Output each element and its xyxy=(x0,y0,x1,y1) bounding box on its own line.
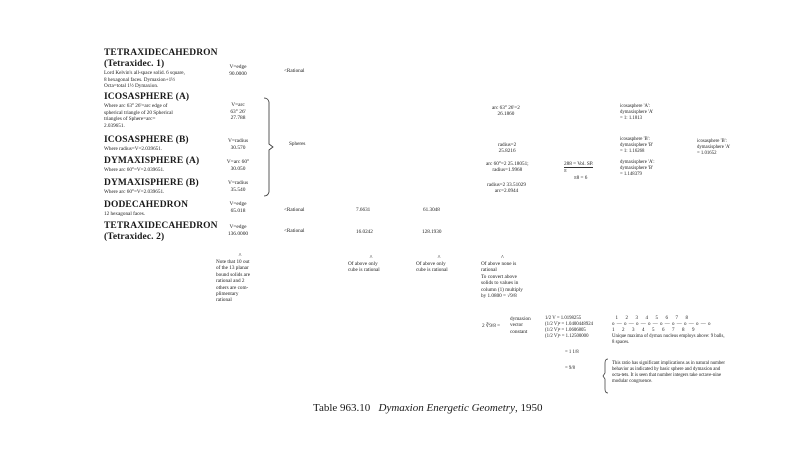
v-extra: 63° 26' xyxy=(230,108,246,115)
note-line: bound solids are xyxy=(216,271,251,278)
note-line: column (1) multiply xyxy=(481,286,523,293)
col4-icosa-a xyxy=(492,105,520,118)
v-value-tetrax1 xyxy=(222,64,254,77)
note-line: plimentary xyxy=(216,291,239,298)
ratio-4 xyxy=(697,139,730,157)
v-number: 136.0000 xyxy=(227,230,249,237)
formula-denominator: π xyxy=(564,168,567,175)
caret-icon: ^ xyxy=(501,255,504,261)
balls-caption: 8 spaces. xyxy=(612,340,630,345)
caret-icon: ^ xyxy=(238,253,242,259)
dymaxion-label: dymaxion xyxy=(510,316,531,322)
solid-icosasphere-b xyxy=(104,135,224,153)
note-line: rational and 2 xyxy=(216,278,245,285)
rational-label: <Rational xyxy=(284,207,305,213)
table-number: Table 963.10 xyxy=(313,402,371,414)
note-col3 xyxy=(416,255,462,274)
solid-desc: 12 hexagonal faces. xyxy=(104,211,146,217)
equation: (1/2 V)³ = 1.0606805 xyxy=(545,328,586,333)
v-label: V=arc xyxy=(231,102,245,108)
v-value-dymax-a xyxy=(222,159,254,172)
v-value-icosa-b xyxy=(222,138,254,151)
v-value-dymax-b xyxy=(222,180,254,193)
ratio-line: dymaxisphere 'A': xyxy=(620,160,655,165)
solid-desc: Where radius=V=2.039651. xyxy=(104,146,163,152)
ratio-3 xyxy=(620,160,655,178)
dymaxion-label: vector xyxy=(510,322,523,329)
ratio-line: icosasphere 'A': xyxy=(620,104,651,109)
solid-dodecahedron xyxy=(104,200,224,218)
ratio-line: = 1.01652 xyxy=(697,151,717,156)
v-value-tetrax2 xyxy=(222,224,254,237)
v-number: 30.050 xyxy=(230,165,246,172)
ratio-line: icosasphere 'B': xyxy=(697,139,727,144)
ratio-line: dymaxisphere 'B' xyxy=(620,143,654,148)
formula-line2: π8 = 6 xyxy=(574,174,588,181)
note-line: To convert above xyxy=(481,273,517,280)
note-line: Of above only xyxy=(348,261,378,267)
tetrax2-col3: 128.1930 xyxy=(422,229,442,235)
solid-name: ICOSASPHERE (A) xyxy=(104,92,190,102)
table-year: , 1950 xyxy=(514,402,543,414)
note-line: of the 13 planar xyxy=(216,265,249,272)
v-number: 90.0000 xyxy=(229,70,247,77)
solid-icosasphere-a xyxy=(104,92,224,129)
ratio-1 xyxy=(620,104,653,122)
note-planar-solids xyxy=(216,253,264,304)
solid-name: TETRAXIDECAHEDRON xyxy=(104,221,218,231)
v-label: V=radius xyxy=(227,138,249,144)
ratio-line: dymaxisphere 'A' xyxy=(697,145,731,150)
formula-numerator: 288 = Vol. SP. xyxy=(564,161,594,167)
solid-name: DODECAHEDRON xyxy=(104,200,189,210)
note-line: cube is rational xyxy=(348,267,380,274)
spheres-brace-icon xyxy=(262,96,276,200)
note-line: by 1.0800 = √9/8 xyxy=(481,293,517,300)
dymaxion-labels xyxy=(510,316,531,335)
ratio-line: dymaxisphere 'B' xyxy=(620,166,654,171)
col4-line: arc 60°=2 25.18051; xyxy=(486,161,529,167)
dymaxion-expression: 2 ∛9/8 = xyxy=(482,323,501,329)
note-col4 xyxy=(481,255,541,299)
v-number: 30.570 xyxy=(230,144,246,151)
equation: (1/2 V)⁶ = 1.12500000 xyxy=(545,334,589,339)
col4-line: arc=2.0944 xyxy=(494,188,519,195)
rational-label: <Rational xyxy=(284,68,305,74)
col4-line: radius=1.9968 xyxy=(492,167,523,174)
col4-dymax-b xyxy=(487,182,526,195)
caret-icon: ^ xyxy=(437,255,441,261)
balls-numbers: 1 2 3 4 5 6 7 8 9 xyxy=(612,328,695,333)
col4-line: 26.1860 xyxy=(497,111,515,118)
v-number: 35.540 xyxy=(230,186,246,193)
col4-line: arc 63° 26'=2 xyxy=(492,105,520,111)
v-label: V=radius xyxy=(227,180,249,186)
v-value-dodeca xyxy=(222,201,254,214)
v-number: 65.018 xyxy=(230,207,246,214)
balls-diagram xyxy=(612,316,725,346)
implication-brace-icon xyxy=(602,358,610,394)
solid-tetraxidecahedron-1 xyxy=(104,48,224,90)
note-line: solids to values in xyxy=(481,280,519,287)
solid-name: DYMAXISPHERE (A) xyxy=(104,156,200,166)
solid-desc: spherical triangle of 20 Spherical xyxy=(104,109,173,116)
v-label: V=edge xyxy=(229,201,247,207)
spheres-label: Spheres xyxy=(289,141,306,147)
ratio-2 xyxy=(620,137,653,155)
note-line: others are com- xyxy=(216,284,249,291)
col4-line: radius=2 xyxy=(498,142,517,148)
note-line: rational xyxy=(481,267,497,274)
solid-subname: (Tetraxidec. 1) xyxy=(104,59,165,69)
solid-tetraxidecahedron-2 xyxy=(104,221,224,243)
v-label: V=edge xyxy=(229,224,247,230)
solid-subname: (Tetraxidec. 2) xyxy=(104,232,165,242)
solid-name: TETRAXIDECAHEDRON xyxy=(104,48,218,58)
rational-label: <Rational xyxy=(284,228,305,234)
dymaxion-equations xyxy=(545,316,593,340)
v-label: V=edge xyxy=(229,64,247,70)
equation-9-8: = 9/8 xyxy=(565,366,576,371)
col4-dymax-a xyxy=(486,161,529,174)
col4-line: 25.8216 xyxy=(498,148,516,155)
solid-desc: Lord Kelvin's all-space solid. 6 square, xyxy=(104,70,185,76)
note-col2 xyxy=(348,255,394,274)
note-line: Of above only xyxy=(416,261,446,267)
note-line: cube is rational xyxy=(416,267,448,274)
implication-line: modular congruence. xyxy=(612,379,653,384)
ratio-line: = 1: 1.16268 xyxy=(620,149,645,154)
solid-desc: Where arc 60°=V=2.039651. xyxy=(104,167,165,173)
table-caption xyxy=(313,402,542,414)
implication-line: This ratio has significant implications as in natural number xyxy=(612,361,725,366)
col4-line: radius=2 33.51029 xyxy=(487,182,526,188)
v-number: 27.788 xyxy=(230,115,246,122)
dymaxion-label: constant xyxy=(510,328,528,335)
equation-1-1-8: = 1 1/8 xyxy=(565,350,579,355)
note-line: Note that 10 out xyxy=(216,259,250,265)
solid-desc: 8 hexagonal faces. Dymaxion+1½ xyxy=(104,76,176,83)
v-value-icosa-a xyxy=(222,102,254,122)
v-label: V=arc 60° xyxy=(226,159,250,165)
note-line: rational xyxy=(216,297,232,304)
balls-caption: Unique maxima of dymax nucleus employs above: 9 balls, xyxy=(612,334,725,339)
caret-icon: ^ xyxy=(369,255,373,261)
solid-desc: Octa=total 1½ Dymaxion. xyxy=(104,83,159,90)
table-title: Dymaxion Energetic Geometry xyxy=(378,402,515,414)
solid-dymaxisphere-a xyxy=(104,156,224,174)
balls-chain: o — o — o — o — o — o — o — o — o xyxy=(612,322,711,327)
solid-desc: Where arc 63° 26'=arc edge of xyxy=(104,103,168,109)
solid-desc: Where arc 60°=V=2.039651. xyxy=(104,189,165,195)
solid-desc: 2.039651. xyxy=(104,122,125,129)
tetrax2-col2: 16.0242 xyxy=(356,229,373,235)
ratio-line: = 1: 1.1813 xyxy=(620,116,643,121)
solid-name: ICOSASPHERE (B) xyxy=(104,135,189,145)
solid-dymaxisphere-b xyxy=(104,178,224,196)
balls-space-numbers: 1 2 3 4 5 6 7 8 xyxy=(612,316,689,321)
implication-line: behavior as indicated by basic sphere and dymaxion and xyxy=(612,367,721,372)
ratio-line: dymaxisphere 'A' xyxy=(620,110,654,115)
dodeca-col3: 61.3048 xyxy=(423,207,440,213)
implication-note xyxy=(612,361,782,385)
ratio-line: = 1.148379 xyxy=(620,172,642,177)
implication-line: octa-tets. It is seen that number integers take octave-nine xyxy=(612,373,722,378)
dodeca-col2: 7.6631 xyxy=(356,207,371,213)
ratio-line: icosasphere 'B': xyxy=(620,137,650,142)
volume-formula xyxy=(564,161,593,181)
equation: 1/2 V = 1.0198255 xyxy=(545,316,582,321)
note-line: Of above none is xyxy=(481,261,517,267)
solid-name: DYMAXISPHERE (B) xyxy=(104,178,199,188)
solid-desc: triangles of Sphere=arc= xyxy=(104,116,156,123)
col4-icosa-b xyxy=(498,142,516,155)
equation: (1/2 V)² = 1.0400448924 xyxy=(545,322,594,327)
